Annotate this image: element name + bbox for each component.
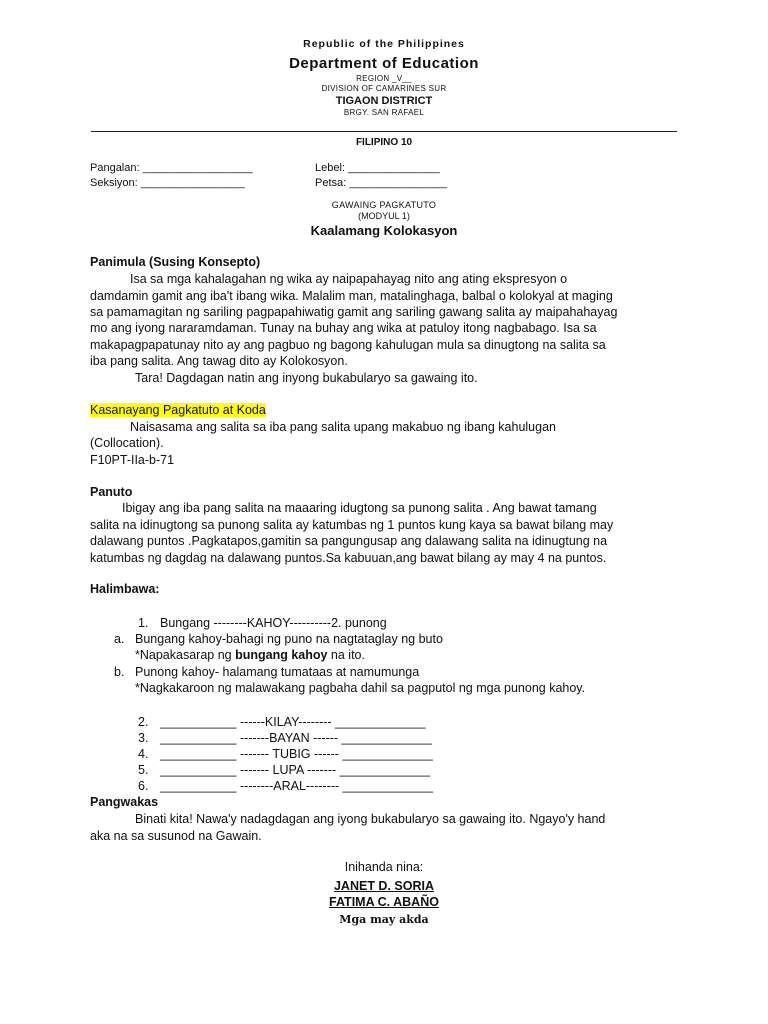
sentence-start: *Napakasarap ng [135, 648, 236, 662]
highlighted-heading: Kasanayang Pagkatuto at Koda [90, 403, 266, 417]
item-number: 4. [138, 747, 149, 761]
item-number: 3. [138, 731, 149, 745]
panimula-line: iba pang salita. Ang tawag dito ay Kolokosyon. [90, 354, 348, 368]
subject-label: FILIPINO 10 [355, 137, 413, 148]
activity-type: GAWAING PAGKATUTO [331, 200, 437, 210]
panimula-line: sa pamamagitan ng sariling pagpapahiwatig gamit ang sariling gawang salita ay maipahahayag [90, 305, 618, 319]
example-b-sentence: *Nagkakaroon ng malawakang pagbaha dahil sa pagputol ng mga punong kahoy. [135, 681, 586, 695]
seksiyon-field: Seksiyon: _________________ [90, 177, 245, 189]
panuto-line: dalawang puntos .Pagkatapos,gamitin sa pangungusap ang dalawang salita na idinugtung na [90, 534, 608, 548]
module-label: (MODYUL 1) [358, 211, 410, 221]
item-blank-line: ___________ -------BAYAN ------ _____________ [160, 731, 432, 745]
division-label: DIVISION OF CAMARINES SUR [321, 84, 447, 93]
panimula-line: Isa sa mga kahalagahan ng wika ay naipapahayag nito ang ating ekspresyon o [130, 272, 568, 286]
lebel-field: Lebel: _______________ [315, 162, 440, 174]
prepared-by-label: Inihanda nina: [344, 860, 424, 874]
competency-code: F10PT-IIa-b-71 [90, 453, 175, 467]
panuto-line: Ibigay ang iba pang salita na maaaring idugtong sa punong salita . Ang bawat tamang [122, 501, 597, 515]
pangwakas-line: Binati kita! Nawa'y nadagdagan ang iyong bukabularyo sa gawaing ito. Ngayo'y hand [135, 812, 606, 826]
kasanayan-line: (Collocation). [90, 436, 164, 450]
pangwakas-heading: Pangwakas [90, 795, 159, 809]
example-a-sentence [135, 647, 365, 664]
item-number: 6. [138, 779, 149, 793]
item-number: 5. [138, 763, 149, 777]
kasanayan-heading [90, 402, 266, 419]
kasanayan-line: Naisasama ang salita sa iba pang salita upang makabuo ng ibang kahulugan [130, 420, 556, 434]
republic-heading: Republic of the Philippines [303, 38, 465, 50]
example-a-marker: a. [114, 632, 125, 646]
example-b-text: Punong kahoy- halamang tumataas at namumunga [135, 665, 420, 679]
panuto-line: katumbas ng dagdag na dalawang puntos.Sa kabuuan,ang bawat bilang ay may 4 na puntos. [90, 551, 607, 565]
author-name: JANET D. SORIA [333, 879, 434, 893]
item-number: 2. [138, 715, 149, 729]
halimbawa-heading: Halimbawa: [90, 582, 160, 596]
item-blank-line: ___________ ------- LUPA ------- _____________ [160, 763, 431, 777]
department-heading: Department of Education [289, 55, 479, 72]
panimula-heading: Panimula (Susing Konsepto) [90, 255, 261, 269]
authors-role: Mga may akda [339, 913, 429, 926]
sentence-emphasis: bungang kahoy [235, 648, 328, 662]
panimula-line: Tara! Dagdagan natin ang inyong bukabularyo sa gawaing ito. [135, 371, 478, 385]
panuto-heading: Panuto [90, 485, 133, 499]
petsa-field: Petsa: ________________ [315, 177, 448, 189]
example-item-text: Bungang --------KAHOY----------2. punong [160, 616, 387, 630]
pangwakas-line: aka na sa susunod na Gawain. [90, 829, 262, 843]
example-item-number: 1. [138, 616, 149, 630]
author-name: FATIMA C. ABAÑO [329, 895, 439, 909]
item-blank-line: ___________ ------- TUBIG ------ _____________ [160, 747, 433, 761]
panuto-line: salita na idinugtong sa punong salita ay katumbas ng 1 puntos kung kaya sa bawat bilang may [90, 518, 614, 532]
panimula-line: damdamin gamit ang iba't ibang wika. Malalim man, matalinghaga, balbal o kolokyal at maging [90, 289, 613, 303]
region-label: REGION _V__ [356, 74, 412, 83]
item-blank-line: ___________ ------KILAY-------- _____________ [160, 715, 426, 729]
example-a-text: Bungang kahoy-bahagi ng puno na nagtataglay ng buto [135, 632, 443, 646]
district-label: TIGAON DISTRICT [335, 95, 433, 107]
barangay-label: BRGY. SAN RAFAEL [343, 108, 425, 117]
header-divider [91, 131, 677, 132]
lesson-title: Kaalamang Kolokasyon [310, 223, 458, 238]
item-blank-line: ___________ --------ARAL-------- _____________ [160, 779, 434, 793]
sentence-end: na ito. [327, 648, 365, 662]
panimula-line: makapagpapatunay nito ay ang pagbuo ng bagong kahulugan mula sa dinugtong na salita sa [90, 338, 606, 352]
example-b-marker: b. [114, 665, 125, 679]
panimula-line: mo ang iyong nararamdaman. Tunay na buhay ang wika at patuloy itong nagbabago. Isa sa [90, 321, 597, 335]
pangalan-field: Pangalan: __________________ [90, 162, 253, 174]
